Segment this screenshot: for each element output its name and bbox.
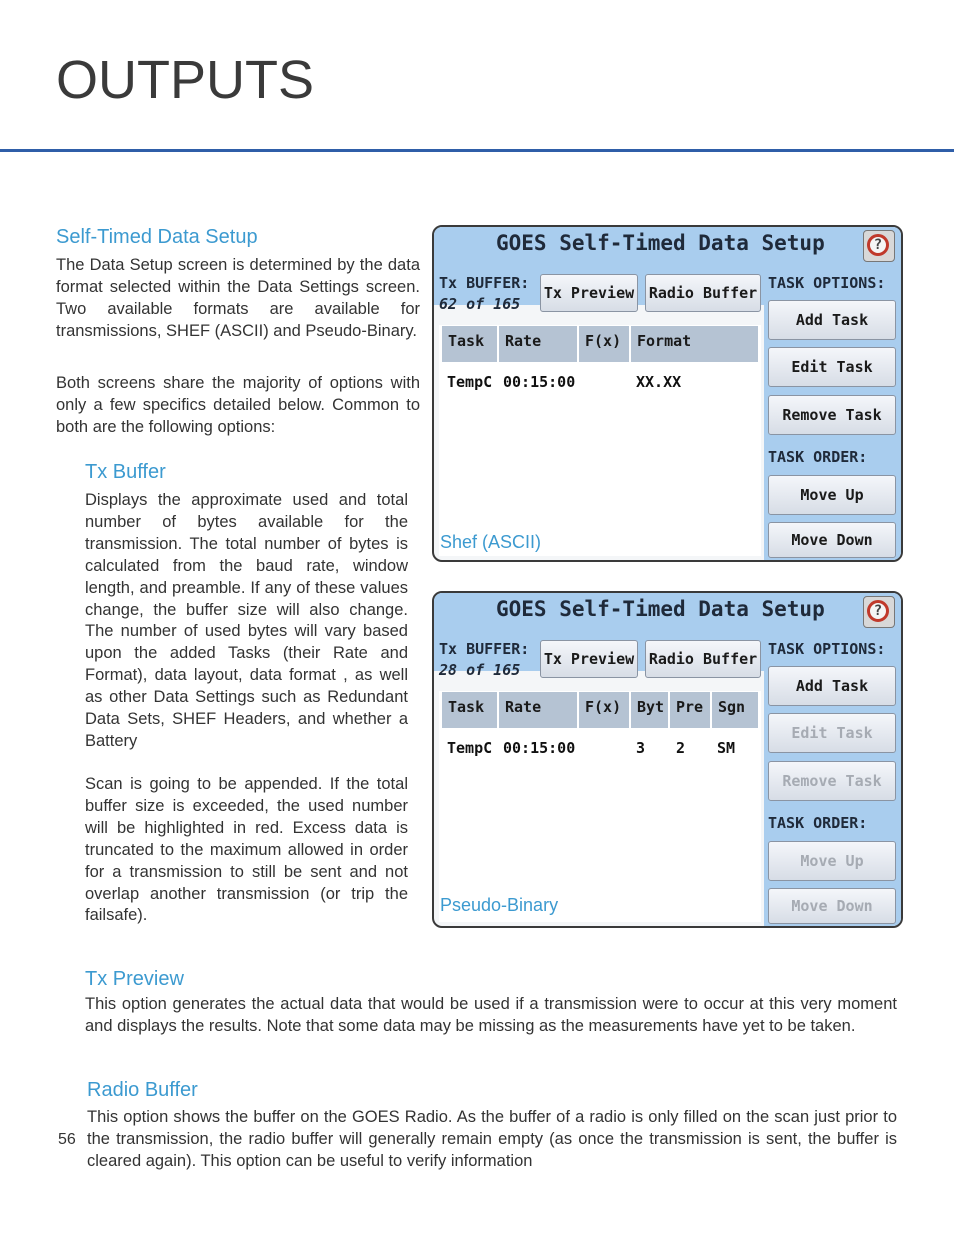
screen-pseudo-binary [432,591,903,928]
tx-buffer-label: Tx BUFFER: [439,640,530,658]
task-order-label: TASK ORDER: [768,814,868,832]
remove-task-button[interactable]: Remove Task [768,395,896,435]
add-task-button[interactable]: Add Task [768,666,896,706]
help-icon[interactable]: ? [863,596,895,628]
move-up-button[interactable]: Move Up [768,475,896,515]
page-number: 56 [58,1131,76,1148]
table-cell-sgn[interactable]: SM [717,739,736,757]
move-up-button[interactable]: Move Up [768,841,896,881]
radio-buffer-button[interactable]: Radio Buffer [645,274,761,312]
tx-buffer-label: Tx BUFFER: [439,274,530,292]
column-header-rate[interactable]: Rate [498,325,578,363]
table-cell-pre[interactable]: 2 [676,739,686,757]
column-header-rate[interactable]: Rate [498,691,578,729]
heading-self-timed-data-setup: Self-Timed Data Setup [56,226,258,248]
radio-buffer-paragraph: This option shows the buffer on the GOES Radio. As the buffer of a radio is only filled on the scan just prior to the transmission, the radio buffer will generally remain empty (as once the transmission is sent, the buffer is cleared again). This option can be useful to verify information [87,1108,897,1170]
column-header-pre[interactable]: Pre [669,691,711,729]
title-divider [0,149,954,152]
move-down-button[interactable]: Move Down [768,888,896,924]
tx-buffer-paragraph-1: Displays the approximate used and total number of bytes available for the transmission. The total number of bytes is calculated from the baud rate, window length, and preamble. If any of these values change, the buffer size will also change. The number of used bytes will vary based upon the added Tasks (their Rate and Format), data layout, data format , as well as other Data Settings such as Redundant Data Sets, SHEF Headers, and whether a Battery [85,491,408,750]
tx-preview-button[interactable]: Tx Preview [540,640,638,678]
tx-buffer-count: 28 of 165 [439,661,521,679]
screen-shef-ascii [432,225,903,562]
task-options-label: TASK OPTIONS: [768,640,886,658]
table-cell-rate[interactable]: 00:15:00 [503,739,576,757]
add-task-button[interactable]: Add Task [768,300,896,340]
table-cell-task[interactable]: TempC [447,373,493,391]
self-timed-paragraph-2: Both screens share the majority of options with only a few specifics detailed below. Common to both are the following options: [56,374,420,436]
edit-task-button[interactable]: Edit Task [768,713,896,753]
column-header-task[interactable]: Task [441,325,498,363]
tx-buffer-paragraph-2: Scan is going to be appended. If the total buffer size is exceeded, the used number will be highlighted in red. Excess data is truncated to the maximum allowed in order for a transmission to still be sent and not overlap another transmission (or trip the failsafe). [85,775,408,925]
heading-radio-buffer: Radio Buffer [87,1079,198,1101]
column-header-fx[interactable]: F(x) [578,691,630,729]
column-header-byt[interactable]: Byt [630,691,669,729]
table-cell-byt[interactable]: 3 [636,739,646,757]
help-icon[interactable]: ? [863,230,895,262]
radio-buffer-button[interactable]: Radio Buffer [645,640,761,678]
task-order-label: TASK ORDER: [768,448,868,466]
table-cell-format[interactable]: XX.XX [636,373,682,391]
tx-buffer-count: 62 of 165 [439,295,521,313]
screen-title: GOES Self-Timed Data Setup [496,597,825,621]
table-cell-rate[interactable]: 00:15:00 [503,373,576,391]
tx-preview-paragraph: This option generates the actual data that would be used if a transmission were to occur at this very moment and displays the results. Note that some data may be missing as the measurements have yet to be taken. [85,995,897,1035]
table-cell-task[interactable]: TempC [447,739,493,757]
page-title: OUTPUTS [56,50,315,110]
move-down-button[interactable]: Move Down [768,522,896,558]
task-options-label: TASK OPTIONS: [768,274,886,292]
column-header-format[interactable]: Format [630,325,759,363]
remove-task-button[interactable]: Remove Task [768,761,896,801]
heading-tx-preview: Tx Preview [85,968,184,990]
tx-preview-button[interactable]: Tx Preview [540,274,638,312]
column-header-sgn[interactable]: Sgn [711,691,759,729]
screen-title: GOES Self-Timed Data Setup [496,231,825,255]
heading-tx-buffer: Tx Buffer [85,461,166,483]
column-header-task[interactable]: Task [441,691,498,729]
edit-task-button[interactable]: Edit Task [768,347,896,387]
screen-caption: Shef (ASCII) [440,532,542,552]
column-header-fx[interactable]: F(x) [578,325,630,363]
screen-caption: Pseudo-Binary [440,895,559,915]
self-timed-paragraph-1: The Data Setup screen is determined by the data format selected within the Data Settings screen. Two available formats are available for transmissions, SHEF (ASCII) and Pseudo-Binary. [56,256,420,340]
